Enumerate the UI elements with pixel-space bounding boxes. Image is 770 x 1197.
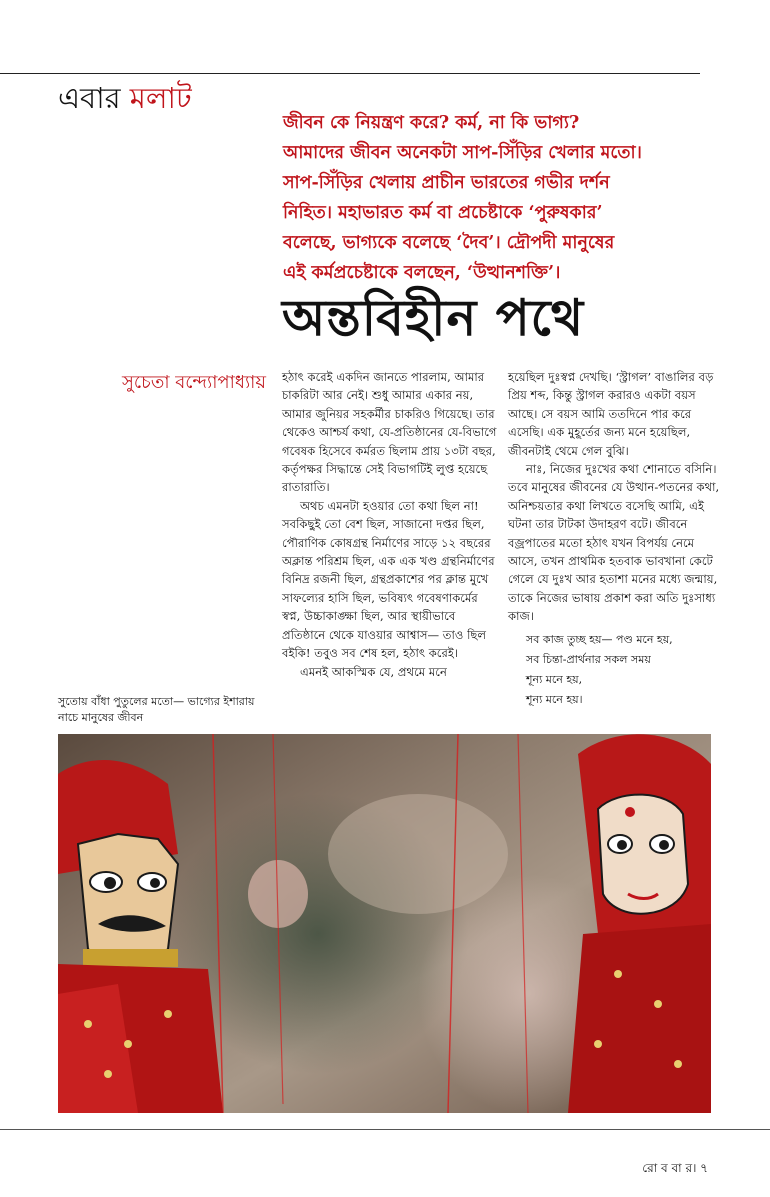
article-headline: অন্তবিহীন পথে xyxy=(282,288,585,347)
article-column-2 xyxy=(508,368,723,710)
section-label-prefix: এবার xyxy=(58,81,121,115)
section-label-highlight: মলাট xyxy=(129,81,192,115)
puppet-photo-illustration xyxy=(58,734,711,1113)
top-rule xyxy=(0,73,700,74)
intro-line: সাপ-সিঁড়ির খেলায় প্রাচীন ভারতের গভীর দর্শন xyxy=(283,173,610,193)
intro-line: বলেছে, ভাগ্যকে বলেছে ‘দৈব’। দ্রৌপদী মানুষের xyxy=(283,233,615,253)
intro-line: আমাদের জীবন অনেকটা সাপ-সিঁড়ির খেলার মতো। xyxy=(283,143,642,163)
article-column-1 xyxy=(282,368,497,681)
body-paragraph: অথচ এমনটা হওয়ার তো কথা ছিল না! সবকিছুই তো বেশ ছিল, সাজানো দপ্তর ছিল, পৌরাণিক কোষগ্রন্থ নির্মাণের সাড়ে ১২ বছরের অক্লান্ত পরিশ্রম ছিল, এক এক খণ্ড গ্রন্থনির্মাণের বিনিদ্র রজনী ছিল, গ্রন্থপ্রকাশের পর ক্লান্ত মুখে সাফল্যের হাসি ছিল, ভবিষ্যৎ গবেষণাকর্মের স্বপ্ন, উচ্চাকাঙ্ক্ষা ছিল, আর স্থায়ীভাবে প্রতিষ্ঠানে থেকে যাওয়ার আশ্বাস— তাও ছিল বইকি! তবুও সব শেষ হল, হঠাৎ করেই। xyxy=(282,498,495,661)
page-footer: রো ব বা র। ৭ xyxy=(642,1161,708,1175)
intro-line: এই কর্মপ্রচেষ্টাকে বলছেন, ‘উত্থানশক্তি’। xyxy=(283,263,561,283)
poem-line: শূন্য মনে হয়। xyxy=(526,692,583,706)
intro-line: নিহিত। মহাভারত কর্ম বা প্রচেষ্টাকে ‘পুরুষকার’ xyxy=(283,203,603,223)
body-paragraph: হয়েছিল দুঃস্বপ্ন দেখছি। ‘স্ট্রাগল’ বাঙালির বড় প্রিয় শব্দ, কিন্তু স্ট্রাগল করারও একটা বয়স আছে। সে বয়স আমি ততদিনে পার করে এসেছি। এক মুহূর্তের জন্য মনে হয়েছিল, জীবনটাই থেমে গেল বুঝি। xyxy=(508,370,714,458)
body-paragraph: এমনই আকস্মিক যে, প্রথমে মনে xyxy=(300,664,447,679)
body-paragraph: নাঃ, নিজের দুঃখের কথা শোনাতে বসিনি। তবে মানুষের জীবনের যে উত্থান-পতনের কথা, অনিশ্চয়তার কথা লিখতে বসেছি আমি, এই ঘটনা তার টাটকা উদাহরণ বটে। জীবনে বজ্রপাতের মতো হঠাৎ যখন বিপর্যয় নেমে আসে, তখন প্রাথমিক হতবাক ভাবখানা কেটে গেলে যে দুঃখ আর হতাশা মনের মধ্যে জন্মায়, তাকে নিজের ভাষায় প্রকাশ করা অতি দুঃসাধ্য কাজ। xyxy=(508,462,720,624)
bottom-rule xyxy=(0,1129,770,1130)
puppet-photo xyxy=(58,734,711,1113)
section-label xyxy=(58,80,192,116)
intro-line: জীবন কে নিয়ন্ত্রণ করে? কর্ম, না কি ভাগ্য? xyxy=(283,113,580,133)
poem-line: সব চিন্তা-প্রার্থনার সকল সময় xyxy=(526,652,651,666)
author-byline: সুচেতা বন্দ্যোপাধ্যায় xyxy=(122,372,266,393)
body-paragraph: হঠাৎ করেই একদিন জানতে পারলাম, আমার চাকরিটা আর নেই। শুধু আমার একার নয়, আমার জুনিয়র সহকর্মীর চাকরিও গিয়েছে। তার থেকেও আশ্চর্য কথা, যে-প্রতিষ্ঠানের যে-বিভাগে গবেষক হিসেবে কর্মরত ছিলাম প্রায় ১৩টা বছর, কর্তৃপক্ষর সিদ্ধান্তে সেই বিভাগটিই লুপ্ত হয়েছে রাতারাতি। xyxy=(282,370,497,495)
poem-line: সব কাজ তুচ্ছ হয়— পণ্ড মনে হয়, xyxy=(526,632,673,646)
poem-quote xyxy=(508,630,723,710)
photo-caption: সুতোয় বাঁধা পুতুলের মতো— ভাগ্যের ইশারায় নাচে মানুষের জীবন xyxy=(58,695,255,724)
intro-blurb xyxy=(283,108,703,288)
poem-line: শূন্য মনে হয়, xyxy=(526,672,583,686)
